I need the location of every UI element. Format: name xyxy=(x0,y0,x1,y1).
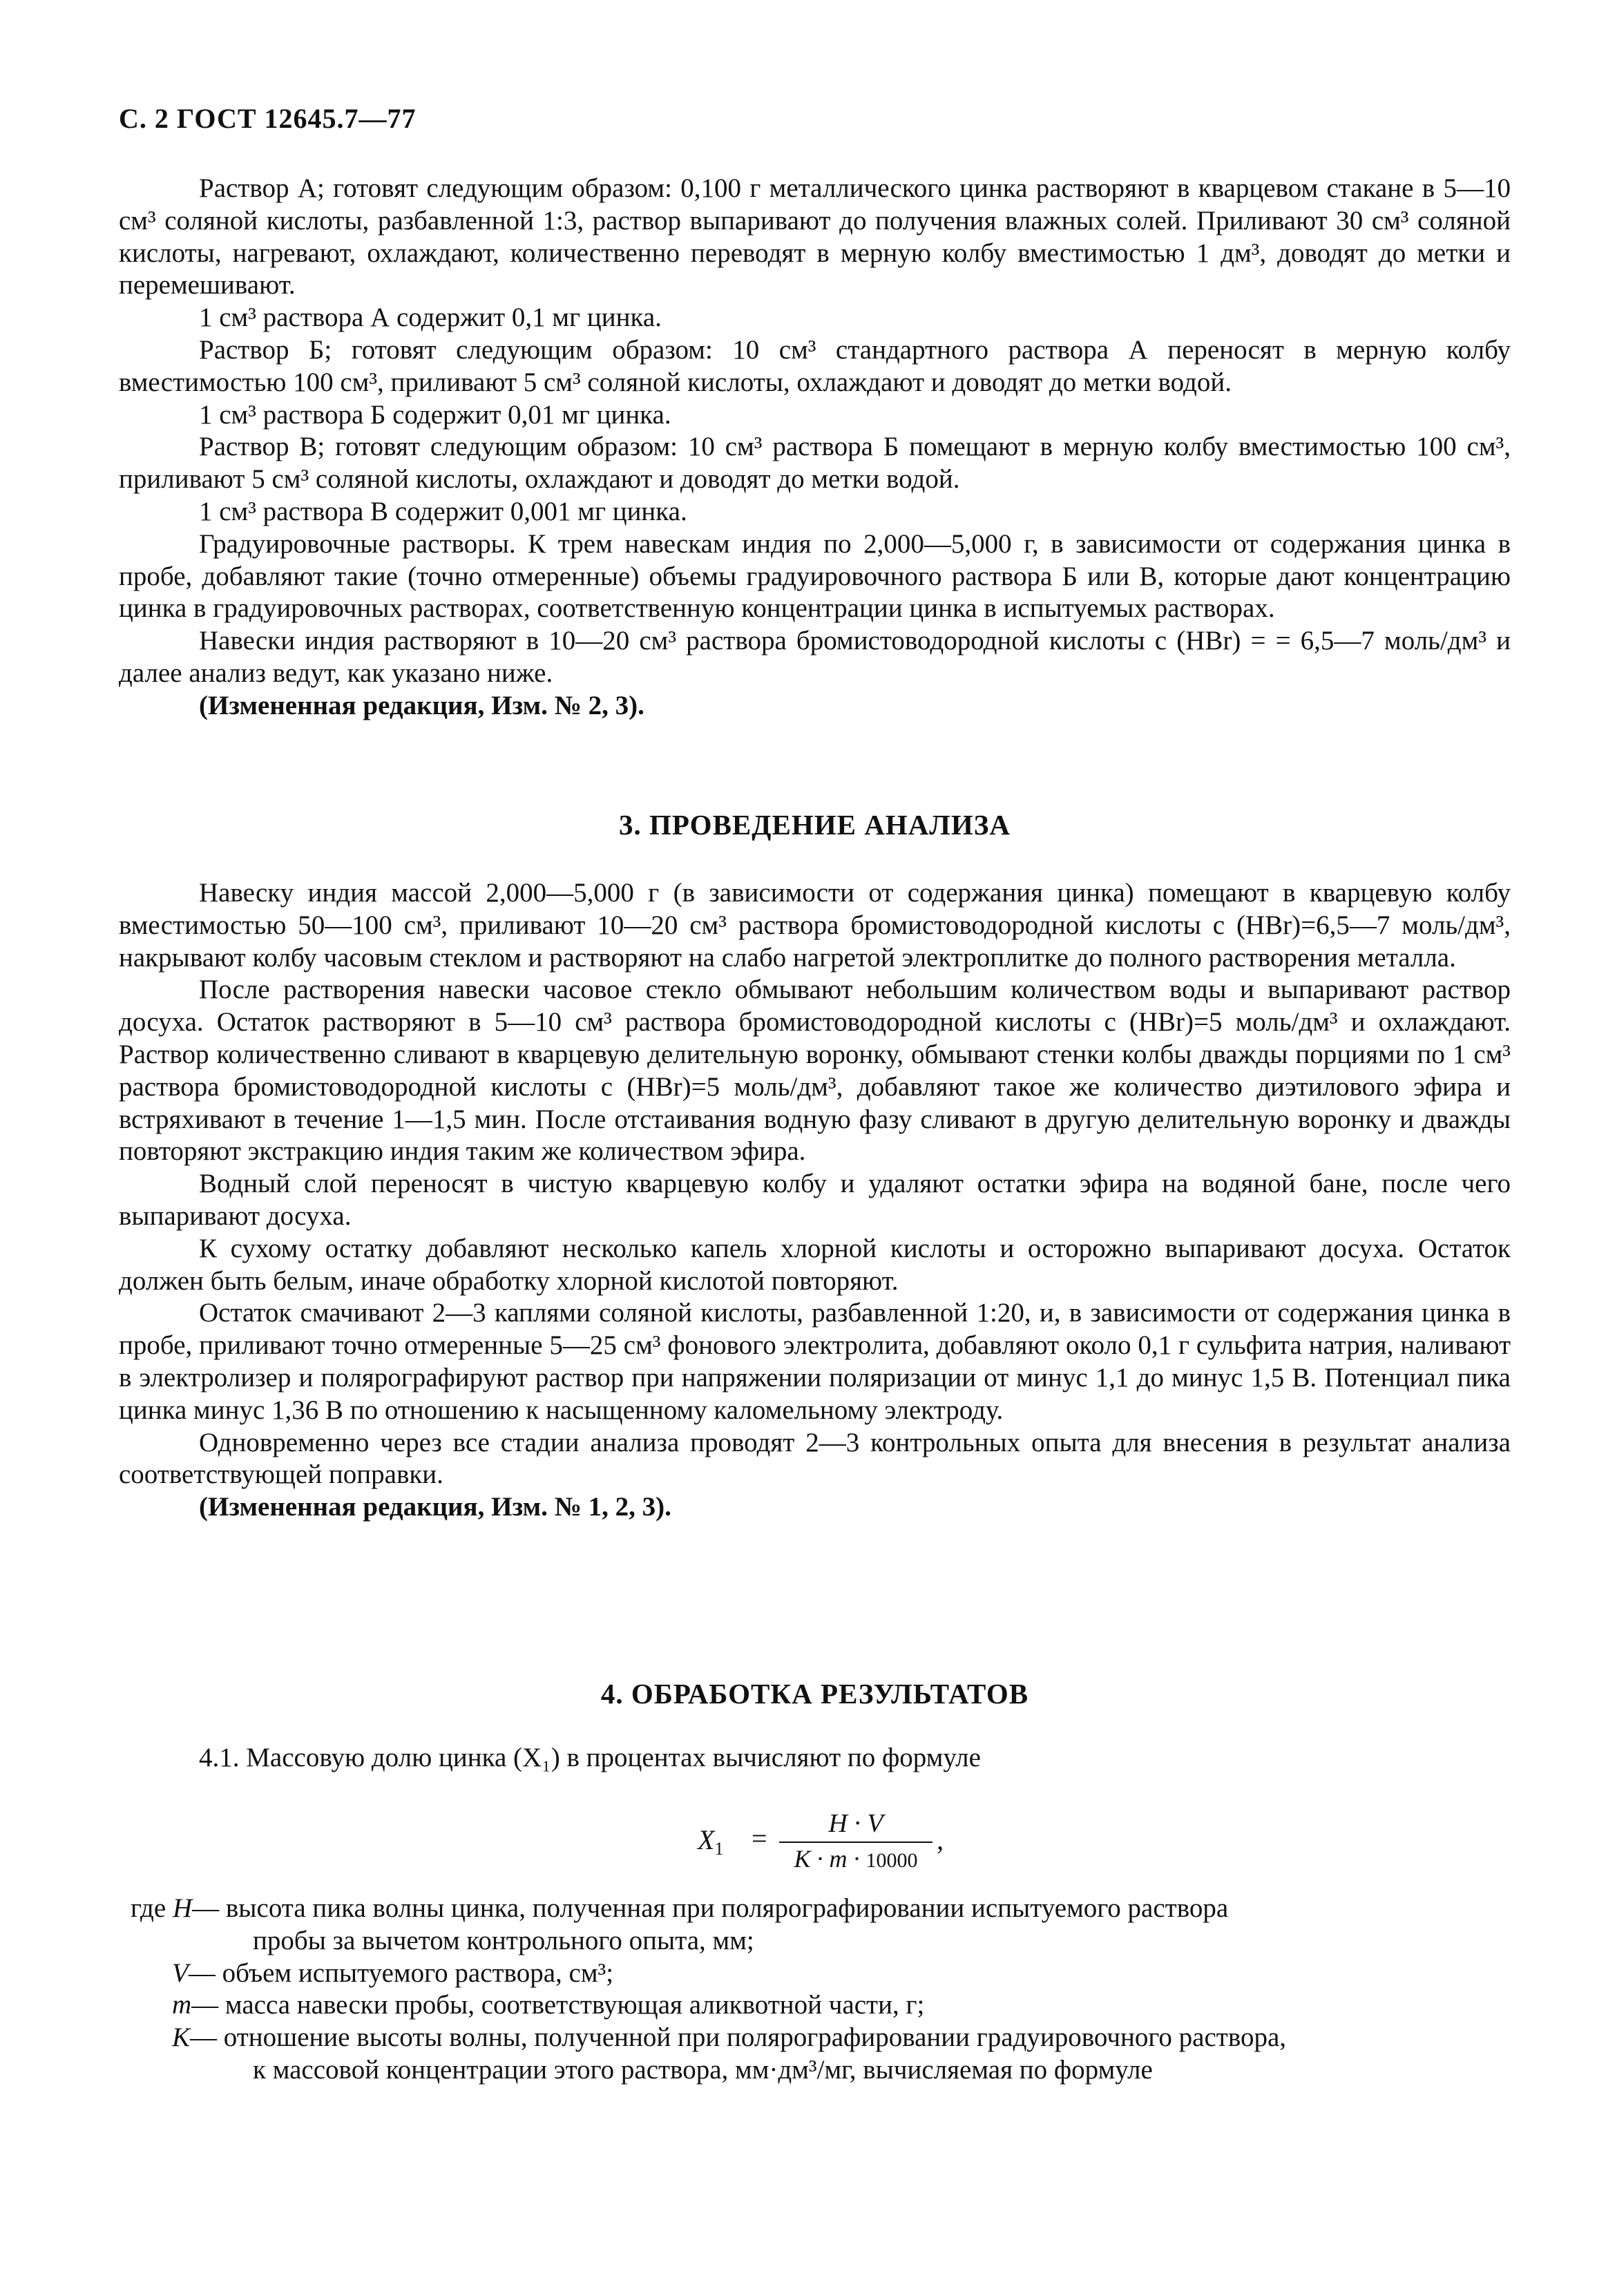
formula-lhs: $X_1$ xyxy=(698,1824,724,1859)
paragraph: Остаток смачивают 2—3 каплями соляной кислоты, разбавленной 1:20, и, в зависимости от содержания цинка в пробе, приливают точно отмеренные 5—25 см³ фонового электролита, добавляют около 0,1 г сульфита натрия, наливают в электролизер и полярографируют раствор при напряжении поляризации от минус 1,1 до минус 1,5 В. Потенциал пика цинка минус 1,36 В по отношению к насыщенному каломельному электроду. xyxy=(119,1298,1511,1425)
formula-denominator: K · m · 10000 xyxy=(794,1845,918,1873)
paragraph: 1 см³ раствора Б содержит 0,01 мг цинка. xyxy=(199,399,671,430)
paragraph: Градуировочные растворы. К трем навескам индия по 2,000—5,000 г, в зависимости от содержания цинка в пробе, добавляют такие (точно отмеренные) объемы градуировочного раствора Б или В, которые дают концентрацию цинка в градуировочных растворах, соответственную концентрации цинка в испытуемых растворах. xyxy=(119,528,1511,624)
formula-numerator: H · V xyxy=(828,1809,883,1838)
definition-continuation: к массовой концентрации этого раствора, мм·дм³/мг, вычисляемая по формуле xyxy=(253,2054,1153,2085)
paragraph: Раствор Б; готовят следующим образом: 10 см³ стандартного раствора А переносят в мерную колбу вместимостью 100 см³, приливают 5 см³ соляной кислоты, охлаждают и доводят до метки водой. xyxy=(119,334,1511,397)
paragraph: 1 см³ раствора В содержит 0,001 мг цинка. xyxy=(199,496,687,526)
formula-comma: , xyxy=(937,1824,944,1855)
section4-intro xyxy=(119,1742,1511,1774)
amendment-note: (Измененная редакция, Изм. № 1, 2, 3). xyxy=(199,1492,671,1522)
definition-row xyxy=(131,2022,1519,2054)
definition-text: — высота пика волны цинка, полученная при полярографировании испытуемого раствора xyxy=(192,1893,1229,1923)
formula-equals: = xyxy=(752,1823,767,1854)
section-heading: 4. ОБРАБОТКА РЕЗУЛЬТАТОВ xyxy=(600,1678,1029,1710)
paragraph: Водный слой переносят в чистую кварцевую колбу и удаляют остатки эфира на водяной бане, после чего выпаривают досуха. xyxy=(119,1169,1511,1231)
definition-text: — объем испытуемого раствора, см³; xyxy=(188,1958,614,1988)
where-label: где xyxy=(131,1893,166,1923)
definition-row xyxy=(131,1893,1519,1925)
definition-term: K xyxy=(172,2022,191,2053)
amendment-note: (Измененная редакция, Изм. № 2, 3). xyxy=(199,690,644,720)
paragraph: Одновременно через все стадии анализа проводят 2—3 контрольных опыта для внесения в результат анализа соответствующей поправки. xyxy=(119,1427,1511,1490)
definition-row xyxy=(131,1989,1519,2022)
paragraph: Навески индия растворяют в 10—20 см³ раствора бромистоводородной кислоты c (HBr) = = 6,5—7 моль/дм³ и далее анализ ведут, как указано ниже. xyxy=(119,626,1511,688)
paragraph: 1 см³ раствора А содержит 0,1 мг цинка. xyxy=(199,303,662,333)
formula-intro: 4.1. Массовую долю цинка (X₁) в процентах вычисляют по формуле xyxy=(199,1743,981,1772)
formula-fraction xyxy=(779,1808,933,1873)
definition-term: V xyxy=(172,1958,189,1988)
paragraph: Навеску индия массой 2,000—5,000 г (в зависимости от содержания цинка) помещают в кварцевую колбу вместимостью 50—100 см³, приливают 10—20 см³ раствора бромистоводородной кислоты c (HBr)=6,5—7 моль/дм³, накрывают колбу часовым стеклом и растворяют на слабо нагретой электроплитке до полного растворения металла. xyxy=(119,878,1511,973)
section2-text xyxy=(119,173,1511,723)
page-header: С. 2 ГОСТ 12645.7—77 xyxy=(119,103,417,134)
formula-lhs-subscript: 1 xyxy=(714,1839,724,1859)
paragraph: Раствор В; готовят следующим образом: 10 см³ раствора Б помещают в мерную колбу вместимостью 100 см³, приливают 5 см³ соляной кислоты, охлаждают и доводят до метки водой. xyxy=(119,432,1511,495)
definition-text: — масса навески пробы, соответствующая аликвотной части, г; xyxy=(191,1990,925,2020)
definition-text: — отношение высоты волны, полученной при полярографировании градуировочного раствора, xyxy=(190,2022,1287,2053)
definition-term: H xyxy=(172,1893,193,1923)
definition-row xyxy=(131,1958,1519,1990)
definition-continuation: пробы за вычетом контрольного опыта, мм; xyxy=(253,1925,754,1955)
paragraph: Раствор А; готовят следующим образом: 0,100 г металлического цинка растворяют в кварцевом стакане в 5—10 см³ соляной кислоты, разбавленной 1:3, раствор выпаривают до получения влажных солей. Приливают 30 см³ соляной кислоты, нагревают, охлаждают, количественно переводят в мерную колбу вместимостью 1 дм³, доводят до метки и перемешивают. xyxy=(119,173,1511,300)
definition-term: m xyxy=(172,1990,192,2020)
variable-definitions xyxy=(131,1893,1519,2087)
paragraph: После растворения навески часовое стекло обмывают небольшим количеством воды и выпаривают раствор досуха. Остаток растворяют в 5—10 см³ раствора бромистоводородной кислоты c (HBr)=5 моль/дм³ и охлаждают. Раствор количественно сливают в кварцевую делительную воронку, обмывают стенки колбы дважды порциями по 1 см³ раствора бромистоводородной кислоты c (HBr)=5 моль/дм³, добавляют такое же количество диэтилового эфира и встряхивают в течение 1—1,5 мин. После отстаивания водную фазу сливают в другую делительную воронку и дважды повторяют экстракцию индия таким же количеством эфира. xyxy=(119,975,1511,1167)
section-heading: 3. ПРОВЕДЕНИЕ АНАЛИЗА xyxy=(618,809,1011,841)
paragraph: К сухому остатку добавляют несколько капель хлорной кислоты и осторожно выпаривают досуха. Остаток должен быть белым, иначе обработку хлорной кислотой повторяют. xyxy=(119,1233,1511,1296)
section3-text xyxy=(119,877,1511,1524)
